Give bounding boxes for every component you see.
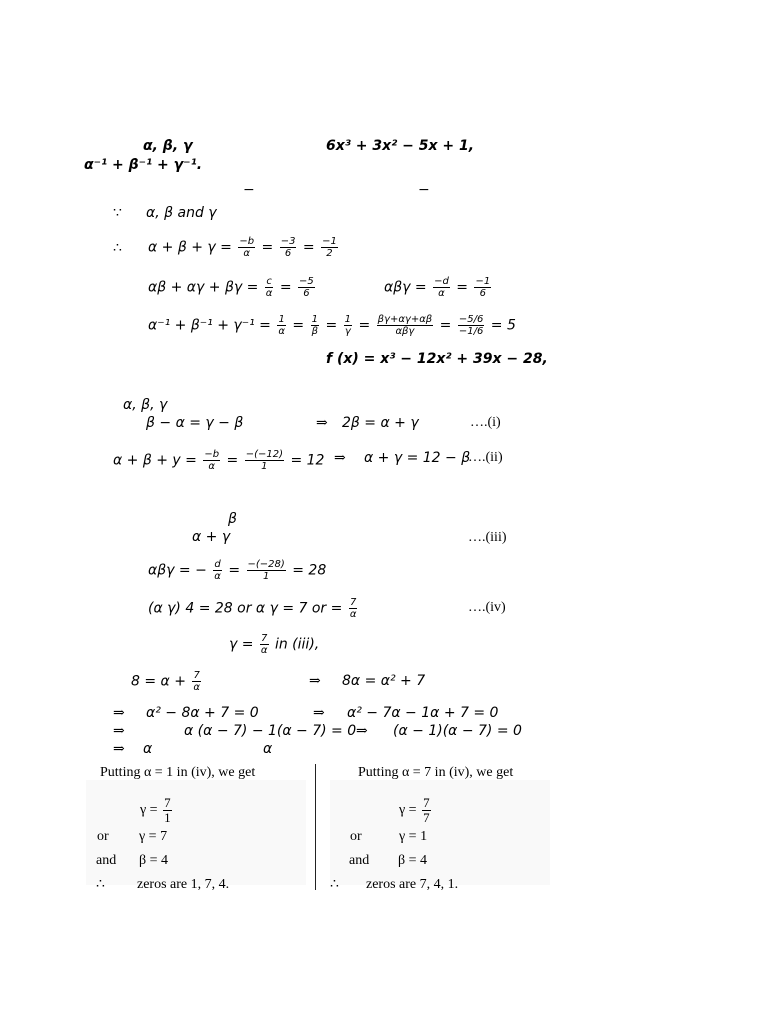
q1-dash-left: − bbox=[243, 182, 255, 198]
q2-sum-of-roots: α + β + y = $\frac{-b}{\alpha}$ = $\frac{-(-12)}{1}$ = 12 bbox=[113, 449, 325, 472]
fraction-minus-b-over-a: $\frac{-b}{\alpha}$ bbox=[239, 236, 255, 259]
because-symbol: ∵ bbox=[113, 205, 122, 221]
grouping-step: α (α − 7) − 1(α − 7) = 0 bbox=[184, 723, 357, 739]
and-label: and bbox=[96, 853, 117, 868]
fraction-minus-1-over-6: $\frac{-1}{6}$ bbox=[475, 276, 491, 299]
split-middle-term: α² − 7α − 1α + 7 = 0 bbox=[347, 705, 499, 721]
q1-polynomial: 6x³ + 3x² − 5x + 1, bbox=[326, 138, 475, 154]
q1-sum-of-roots: α + β + γ = $\frac{-b}{\alpha}$ = $\frac{-3}{6}$ = $\frac{-1}{2}$ bbox=[148, 236, 337, 259]
alpha-plus-gamma: α + γ bbox=[192, 529, 231, 545]
q2-product-of-roots: αβγ = − $\frac{d}{\alpha}$ = $\frac{-(-28)}{1}$ = 28 bbox=[148, 559, 327, 582]
or-label: or bbox=[97, 829, 109, 844]
substitution-line: γ = $\frac{7}{\alpha}$ in (iii), bbox=[229, 633, 320, 656]
q2-roots-label: α, β, γ bbox=[123, 397, 168, 413]
implies-symbol: ⇒ bbox=[309, 673, 321, 689]
gamma-value: γ = 7 bbox=[139, 829, 168, 844]
implies-symbol: ⇒ bbox=[316, 415, 328, 431]
fraction-minus-5-6-over-minus-1-6: $\frac{-5/6}{-1/6}$ bbox=[458, 314, 484, 337]
beta-symbol: β bbox=[228, 511, 237, 527]
alpha-value-2: α bbox=[263, 741, 273, 757]
q1-sum-of-pairs: αβ + αγ + βγ = $\frac{c}{\alpha}$ = $\frac{-5}{6}$ bbox=[148, 276, 314, 299]
equation-tag-iii: ….(iii) bbox=[468, 530, 507, 545]
column-divider bbox=[315, 764, 316, 890]
q1-roots-label: α, β, γ bbox=[143, 138, 193, 154]
alpha-gamma-line: (α γ) 4 = 28 or α γ = 7 or = $\frac{7}{\alpha}$ bbox=[148, 597, 357, 620]
eight-equation: 8 = α + $\frac{7}{\alpha}$ bbox=[131, 670, 200, 693]
sum-rearranged: α + γ = 12 − β bbox=[364, 450, 471, 466]
factored-form: (α − 1)(α − 7) = 0 bbox=[393, 723, 522, 739]
therefore-symbol: ∴ bbox=[113, 240, 122, 256]
ap-condition: β − α = γ − β bbox=[146, 415, 244, 431]
sum-lhs: α + β + γ = bbox=[148, 239, 232, 256]
scan-shading-right bbox=[330, 780, 550, 885]
implies-symbol: ⇒ bbox=[356, 723, 368, 739]
eight-alpha-equation: 8α = α² + 7 bbox=[342, 673, 426, 689]
equation-tag-iv: ….(iv) bbox=[468, 600, 506, 615]
gamma-fraction: γ = $\frac{7}{1}$ bbox=[140, 795, 171, 825]
equation-tag-i: ….(i) bbox=[470, 415, 501, 430]
case-heading: Putting α = 7 in (iv), we get bbox=[358, 765, 514, 780]
fraction-minus-3-over-6: $\frac{-3}{6}$ bbox=[280, 236, 296, 259]
scan-shading-left bbox=[86, 780, 306, 885]
therefore-symbol: ∴ bbox=[96, 877, 105, 892]
inverse-sum-result: = 5 bbox=[490, 317, 516, 334]
and-label: and bbox=[349, 853, 370, 868]
or-label: or bbox=[350, 829, 362, 844]
zeros-result: zeros are 1, 7, 4. bbox=[137, 877, 230, 892]
fraction-minus-d-over-a: $\frac{-d}{\alpha}$ bbox=[434, 276, 449, 299]
fraction-minus-1-over-2: $\frac{-1}{2}$ bbox=[322, 236, 337, 259]
equation-tag-ii: ….(ii) bbox=[468, 450, 503, 465]
q1-inverse-sum: α⁻¹ + β⁻¹ + γ⁻¹ = $\frac{1}{\alpha}$ = $\frac{1}{\beta}$ = $\frac{1}{\gamma}$ = $\frac{\beta\gamma+\alpha\gamma+\alpha\beta}{\text{αβγ}}$ = $\frac{-5/6}{-1/6}$ = 5 bbox=[148, 314, 516, 337]
implies-symbol: ⇒ bbox=[113, 705, 125, 721]
beta-value: β = 4 bbox=[139, 853, 169, 868]
implies-symbol: ⇒ bbox=[113, 741, 125, 757]
q1-product-of-roots: αβγ = $\frac{-d}{\alpha}$ = $\frac{-1}{6}$ bbox=[384, 276, 491, 299]
because-text: α, β and γ bbox=[146, 205, 217, 221]
therefore-symbol: ∴ bbox=[330, 877, 339, 892]
q2-polynomial: f (x) = x³ − 12x² + 39x − 28, bbox=[326, 351, 548, 367]
case-heading: Putting α = 1 in (iv), we get bbox=[100, 765, 256, 780]
q1-dash-right: − bbox=[418, 182, 430, 198]
gamma-fraction: γ = $\frac{7}{7}$ bbox=[399, 795, 430, 825]
implies-symbol: ⇒ bbox=[113, 723, 125, 739]
implies-symbol: ⇒ bbox=[313, 705, 325, 721]
zeros-result: zeros are 7, 4, 1. bbox=[366, 877, 459, 892]
gamma-value: γ = 1 bbox=[399, 829, 428, 844]
ap-result: 2β = α + γ bbox=[342, 415, 419, 431]
q1-target-expression: α⁻¹ + β⁻¹ + γ⁻¹. bbox=[84, 157, 203, 173]
quadratic-equation: α² − 8α + 7 = 0 bbox=[146, 705, 259, 721]
beta-value: β = 4 bbox=[398, 853, 428, 868]
fraction-pair-sum-over-product: $\frac{\beta\gamma+\alpha\gamma+\alpha\beta}{\text{αβγ}}$ bbox=[377, 314, 433, 337]
fraction-minus-minus-28-over-1: $\frac{-(-28)}{1}$ bbox=[247, 559, 285, 582]
fraction-minus-5-over-6: $\frac{-5}{6}$ bbox=[299, 276, 314, 299]
fraction-c-over-a: $\frac{c}{\alpha}$ bbox=[265, 276, 273, 299]
fraction-minus-minus-12-over-1: $\frac{-(-12)}{1}$ bbox=[245, 449, 284, 472]
implies-symbol: ⇒ bbox=[334, 450, 346, 466]
alpha-value-1: α bbox=[143, 741, 153, 757]
